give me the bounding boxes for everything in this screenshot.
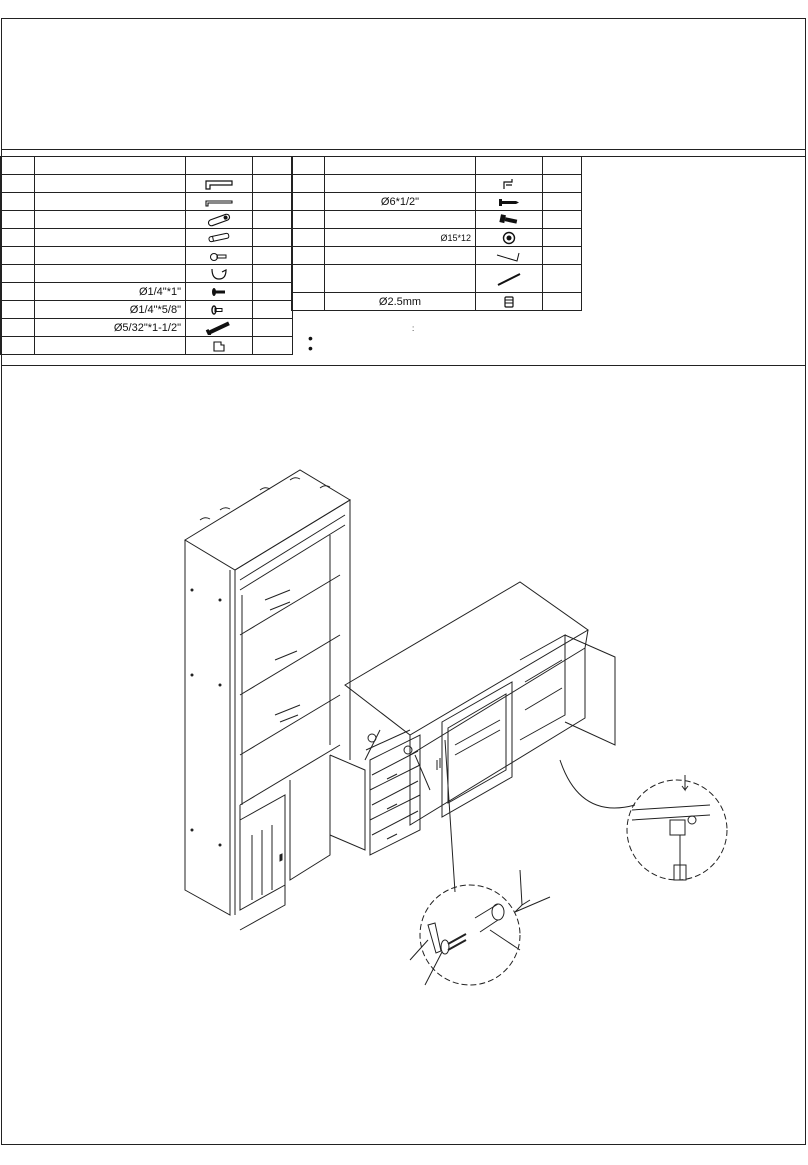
table-row [292, 193, 582, 211]
part-qty [253, 301, 293, 319]
part-spec: Ø15*12 [325, 229, 476, 247]
part-qty [543, 229, 582, 247]
header-divider [1, 149, 806, 150]
part-number [1, 175, 35, 193]
hinge-pin-icon [476, 175, 543, 193]
table-row [1, 301, 293, 319]
part-qty [543, 293, 582, 311]
part-qty [253, 337, 293, 355]
table-row [1, 265, 293, 283]
shelf-support-icon [186, 337, 253, 355]
part-name [35, 211, 186, 229]
part-number [1, 265, 35, 283]
part-name [325, 265, 476, 293]
parts-table-left [0, 156, 293, 355]
part-spec: Ø1/4"*5/8" [35, 301, 186, 319]
part-qty [253, 265, 293, 283]
part-spec: Ø6*1/2" [325, 193, 476, 211]
part-number [292, 193, 325, 211]
part-qty [543, 247, 582, 265]
cam-lock-icon [476, 229, 543, 247]
part-number [1, 247, 35, 265]
table-row [292, 247, 582, 265]
part-spec: Ø2.5mm [325, 293, 476, 311]
part-name [35, 337, 186, 355]
tv-console-drawing [345, 582, 615, 855]
part-number [292, 247, 325, 265]
table-row [292, 293, 582, 311]
wood-screw-icon [186, 319, 253, 337]
part-number [292, 265, 325, 293]
part-qty [253, 283, 293, 301]
long-screw-icon [476, 265, 543, 293]
part-number [1, 283, 35, 301]
part-qty [253, 247, 293, 265]
parts-table-right [291, 156, 582, 311]
part-number [292, 211, 325, 229]
part-number [1, 211, 35, 229]
assembly-illustration [180, 460, 740, 1000]
hex-key-icon [476, 247, 543, 265]
part-qty [253, 175, 293, 193]
bolt-long-icon [186, 211, 253, 229]
table-row [1, 193, 293, 211]
part-qty [253, 319, 293, 337]
nut-icon [476, 293, 543, 311]
table-row [292, 265, 582, 293]
allen-wrench-icon [186, 175, 253, 193]
table-header-row [292, 157, 582, 175]
table-header-row [1, 157, 293, 175]
part-name [35, 175, 186, 193]
table-row [1, 229, 293, 247]
part-name [35, 193, 186, 211]
part-name [325, 175, 476, 193]
connector-bolt-icon [476, 211, 543, 229]
table-row [1, 247, 293, 265]
part-qty [253, 211, 293, 229]
part-qty [543, 175, 582, 193]
bookcase-drawing [185, 470, 365, 930]
screw-icon [476, 193, 543, 211]
part-qty [543, 211, 582, 229]
part-number [1, 301, 35, 319]
part-number [1, 229, 35, 247]
bolt-stub-icon [186, 301, 253, 319]
bolt-short-icon [186, 283, 253, 301]
table-bottom-rule [1, 365, 806, 366]
part-qty [543, 193, 582, 211]
part-number [292, 175, 325, 193]
detail-callout-hinge [560, 760, 727, 880]
part-qty [253, 193, 293, 211]
shelf-clip-icon [186, 265, 253, 283]
part-qty [253, 229, 293, 247]
notes-colon: : [412, 324, 415, 333]
part-name [325, 211, 476, 229]
table-row [1, 319, 293, 337]
long-allen-key-icon [186, 193, 253, 211]
part-number [292, 293, 325, 311]
part-number [292, 229, 325, 247]
table-row [1, 211, 293, 229]
part-name [35, 229, 186, 247]
table-row [1, 337, 293, 355]
part-name [325, 247, 476, 265]
table-row [292, 229, 582, 247]
part-name [35, 265, 186, 283]
part-spec: Ø1/4"*1" [35, 283, 186, 301]
cam-bolt-icon [186, 247, 253, 265]
part-number [1, 193, 35, 211]
part-qty [543, 265, 582, 293]
table-row [1, 175, 293, 193]
part-number [1, 337, 35, 355]
table-row [292, 175, 582, 193]
part-number [1, 319, 35, 337]
dowel-pin-icon [186, 229, 253, 247]
part-spec: Ø5/32"*1-1/2" [35, 319, 186, 337]
detail-callout-hardware [410, 740, 550, 985]
table-row [1, 283, 293, 301]
table-row [292, 211, 582, 229]
part-name [35, 247, 186, 265]
